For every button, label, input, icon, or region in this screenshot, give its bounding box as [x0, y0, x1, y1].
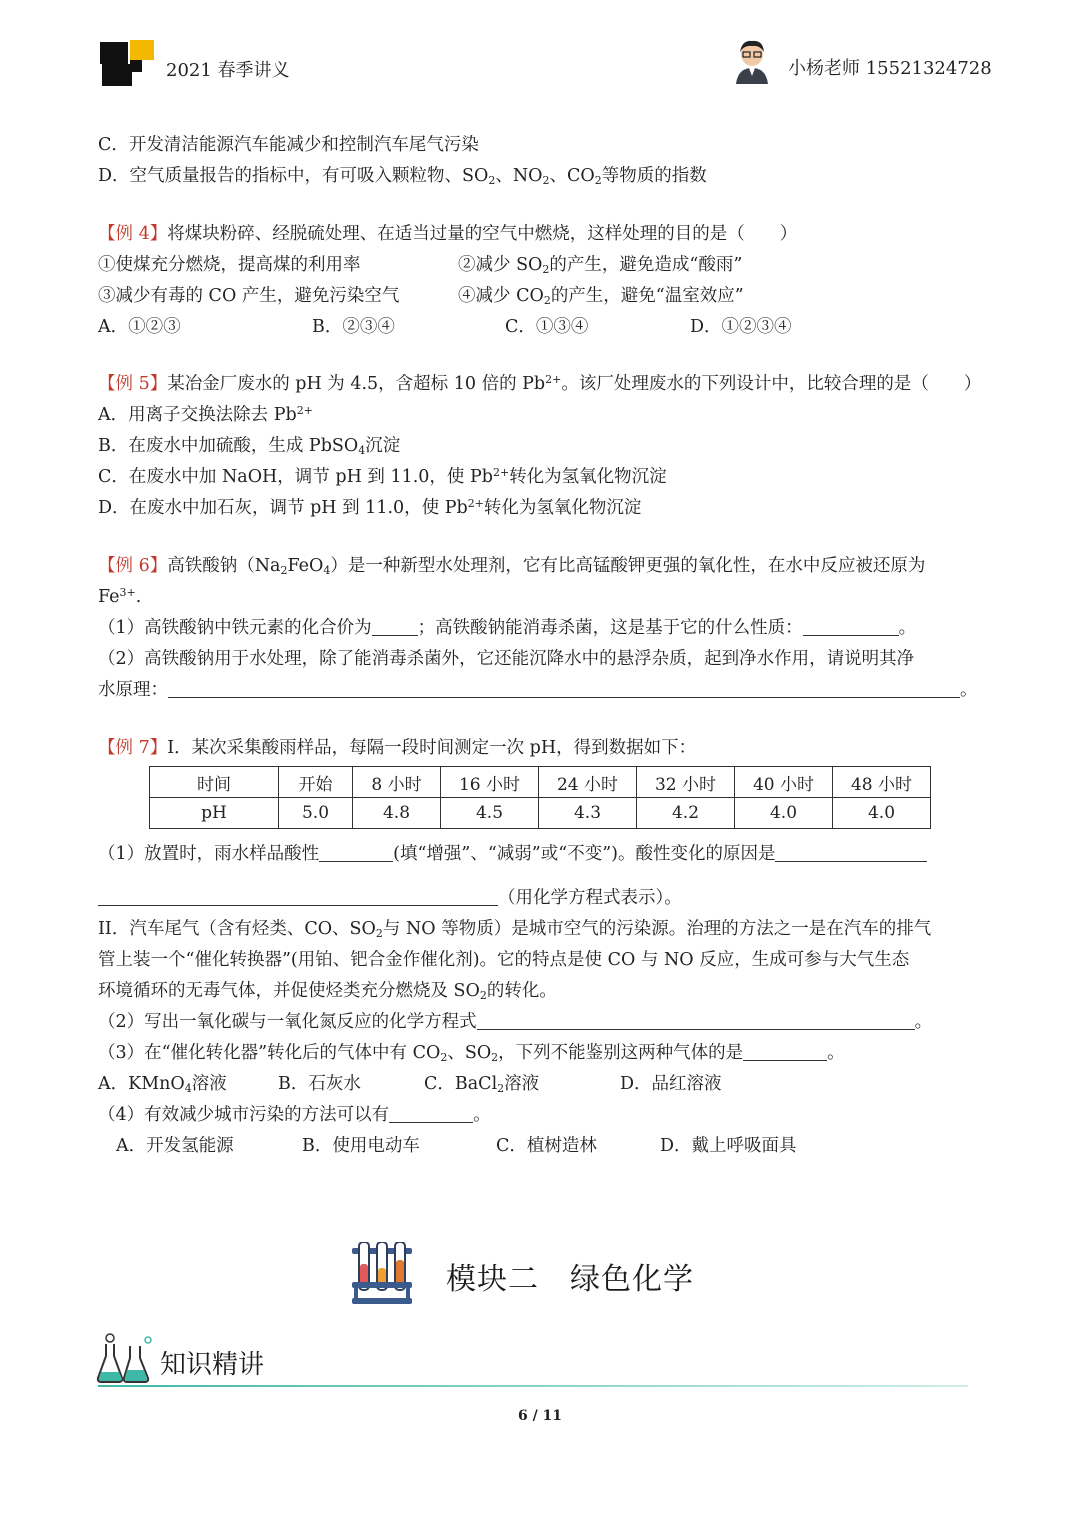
teacher-avatar — [732, 40, 772, 84]
ex4-statement-4: ④减少 $CO_2$的产生，避免“温室效应” — [458, 286, 744, 307]
ex7-q4-option-d: D．戴上呼吸面具 — [660, 1136, 797, 1156]
table-cell: 4.2 — [637, 798, 735, 829]
ex4-option-d: D．①②③④ — [690, 317, 792, 337]
ex6-stem: 【例 6】高铁酸钠$(Na_2FeO_4)$是一种新型水处理剂，它有比高锰酸钾更强的氧化性，在水中反应被还原为 — [98, 556, 926, 577]
ex4-option-c: C．①③④ — [505, 317, 589, 337]
ex6-q1-blank-2[interactable] — [803, 619, 899, 636]
ex7-q4-option-a: A．开发氢能源 — [116, 1136, 234, 1156]
ex7-ii-line-2: 管上装一个“催化转换器”(用铂、钯合金作催化剂)。它的特点是使 CO 与 NO 反应，生成可参与大气生态 — [98, 950, 910, 970]
ex7-q1-blank-3[interactable] — [98, 889, 498, 906]
ex7-q1-blank-2[interactable] — [775, 845, 927, 862]
ex5-option-c: C．在废水中加 NaOH，调节 pH 到 11.0，使 $Pb^{2+}$转化为氢氧化物沉淀 — [98, 466, 667, 487]
ex4-option-b: B．②③④ — [312, 317, 395, 337]
q3-option-d: D．空气质量报告的指标中，有可吸入颗粒物、$SO_2$、$NO_2$、$CO_2$等物质的指数 — [98, 166, 707, 187]
section-heading: 知识精讲 — [160, 1350, 265, 1380]
ex7-q1-blank-1[interactable] — [319, 845, 393, 862]
ex7-q4: （4）有效减少城市污染的方法可以有 。 — [98, 1105, 491, 1125]
table-cell: 8 小时 — [353, 767, 441, 798]
ex7-q2-blank[interactable] — [477, 1013, 915, 1030]
table-cell: 16 小时 — [441, 767, 539, 798]
table-cell: 4.8 — [353, 798, 441, 829]
ex7-q3-option-c: C．BaCl$_2$溶液 — [424, 1074, 540, 1095]
table-cell: 32 小时 — [637, 767, 735, 798]
table-cell: 4.0 — [735, 798, 833, 829]
ex6-q2-blank[interactable] — [168, 681, 960, 698]
ex4-stem: 【例 4】将煤块粉碎、经脱硫处理、在适当过量的空气中燃烧，这样处理的目的是（ ） — [98, 224, 798, 244]
test-tube-rack-icon — [350, 1242, 414, 1306]
ex7-q4-blank[interactable] — [389, 1106, 473, 1123]
ex7-q3-option-a: A．KMnO$_4$溶液 — [98, 1074, 227, 1095]
header-teacher: 小杨老师 15521324728 — [788, 58, 992, 79]
table-cell: 24 小时 — [539, 767, 637, 798]
ex7-q2: （2）写出一氧化碳与一氧化氮反应的化学方程式 。 — [98, 1012, 933, 1032]
header-title: 2021 春季讲义 — [166, 60, 290, 81]
ex7-ii-line-1: II．汽车尾气（含有烃类、CO、$SO_2$与 NO 等物质）是城市空气的污染源。治理的方法之一是在汽车的排气 — [98, 919, 932, 940]
ex6-stem-cont: $Fe^{3+}$. — [98, 586, 142, 607]
ex4-statement-1: ①使煤充分燃烧，提高煤的利用率 — [98, 255, 361, 275]
table-cell: pH — [150, 798, 279, 829]
q3-option-c: C．开发清洁能源汽车能减少和控制汽车尾气污染 — [98, 135, 479, 155]
ex7-q3-option-b: B．石灰水 — [278, 1074, 361, 1094]
ex4-option-a: A．①②③ — [98, 317, 181, 337]
ex5-option-a: A．用离子交换法除去 $Pb^{2+}$ — [98, 404, 313, 425]
table-cell: 4.5 — [441, 798, 539, 829]
ex7-q4-option-c: C．植树造林 — [496, 1136, 597, 1156]
table-row — [150, 798, 931, 829]
table-cell: 4.3 — [539, 798, 637, 829]
ex5-stem: 【例 5】某冶金厂废水的 pH 为 4.5，含超标 10 倍的 $Pb^{2+}$。该厂处理废水的下列设计中，比较合理的是（ ） — [98, 373, 982, 394]
page-number: 6 / 11 — [517, 1408, 563, 1424]
flask-icon — [96, 1332, 154, 1384]
ex6-q2: （2）高铁酸钠用于水处理，除了能消毒杀菌外，它还能沉降水中的悬浮杂质，起到净水作用，请说明其净 — [98, 649, 915, 669]
section-divider — [98, 1385, 968, 1387]
ex5-option-b: B．在废水中加硫酸，生成 PbSO$_4$沉淀 — [98, 436, 401, 457]
ex4-statement-2: ②减少 $SO_2$的产生，避免造成“酸雨” — [458, 255, 743, 276]
ex6-q1-blank-1[interactable] — [372, 619, 418, 636]
table-cell: 开始 — [279, 767, 353, 798]
ex6-q2-cont: 水原理： 。 — [98, 680, 978, 700]
ex6-q1: （1）高铁酸钠中铁元素的化合价为 ；高铁酸钠能消毒杀菌，这是基于它的什么性质： 。 — [98, 618, 917, 638]
header-logo — [100, 40, 156, 86]
table-cell: 4.0 — [833, 798, 931, 829]
table-cell: 时间 — [150, 767, 279, 798]
ex7-q3-option-d: D．品红溶液 — [620, 1074, 722, 1094]
table-cell: 40 小时 — [735, 767, 833, 798]
module-title: 模块二 绿色化学 — [446, 1262, 694, 1297]
ex4-statement-3: ③减少有毒的 CO 产生，避免污染空气 — [98, 286, 400, 306]
ex7-q1-cont: （用化学方程式表示）。 — [98, 887, 682, 909]
ex7-q4-option-b: B．使用电动车 — [302, 1136, 420, 1156]
ex7-q3-blank[interactable] — [743, 1044, 827, 1061]
ex5-option-d: D．在废水中加石灰，调节 pH 到 11.0，使 $Pb^{2+}$转化为氢氧化物沉淀 — [98, 497, 642, 518]
ex4-tag: 【例 4】 — [98, 224, 168, 244]
table-cell: 5.0 — [279, 798, 353, 829]
ex7-ii-line-3: 环境循环的无毒气体，并促使烃类充分燃烧及 $SO_2$的转化。 — [98, 981, 557, 1002]
ph-data-table — [149, 766, 931, 829]
ex7-stem: 【例 7】I．某次采集酸雨样品，每隔一段时间测定一次 pH，得到数据如下： — [98, 738, 697, 758]
ex7-q1: （1）放置时，雨水样品酸性 (填“增强”、“减弱”或“不变”)。酸性变化的原因是 — [98, 843, 927, 865]
ex7-q3: （3）在“催化转化器”转化后的气体中有 $CO_2$、$SO_2$，下列不能鉴别这两种气体的是 。 — [98, 1043, 845, 1064]
table-header-row — [150, 767, 931, 798]
table-cell: 48 小时 — [833, 767, 931, 798]
